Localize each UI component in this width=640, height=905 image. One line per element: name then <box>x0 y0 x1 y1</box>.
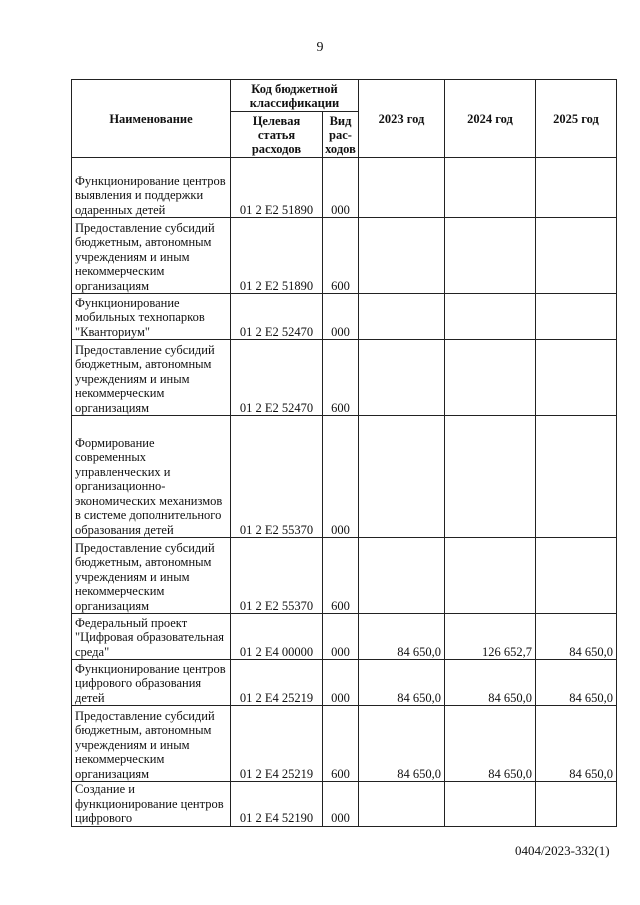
row-name: Федеральный проект "Цифровая образовательная среда" <box>72 614 231 660</box>
row-2024-value: 84 650,0 <box>445 706 536 782</box>
row-2023-value <box>359 218 445 294</box>
row-name: Функционирование центров цифрового образования детей <box>72 660 231 706</box>
page-number: 9 <box>316 40 324 55</box>
row-2025-value: 84 650,0 <box>536 706 617 782</box>
row-target-article: 01 2 Е2 55370 <box>231 416 323 538</box>
row-2024-value <box>445 158 536 218</box>
row-2024-value <box>445 340 536 416</box>
row-2024-value <box>445 538 536 614</box>
row-2024-value <box>445 416 536 538</box>
row-name: Предоставление субсидий бюджетным, автономным учреждениям и иным некоммерческим организациям <box>72 538 231 614</box>
row-expense-kind: 000 <box>323 294 359 340</box>
row-expense-kind: 000 <box>323 158 359 218</box>
row-name: Предоставление субсидий бюджетным, автономным учреждениям и иным некоммерческим организациям <box>72 706 231 782</box>
row-2025-value: 84 650,0 <box>536 614 617 660</box>
row-2023-value: 84 650,0 <box>359 706 445 782</box>
row-2024-value: 126 652,7 <box>445 614 536 660</box>
table-row <box>72 538 617 614</box>
table-row <box>72 660 617 706</box>
row-2024-value <box>445 294 536 340</box>
row-expense-kind: 000 <box>323 416 359 538</box>
row-name: Функционирование мобильных технопарков "Кванториум" <box>72 294 231 340</box>
row-name: Предоставление субсидий бюджетным, автономным учреждениям и иным некоммерческим организациям <box>72 218 231 294</box>
row-2023-value: 84 650,0 <box>359 660 445 706</box>
row-2024-value <box>445 782 536 827</box>
row-2023-value <box>359 538 445 614</box>
budget-table <box>71 79 617 827</box>
row-2023-value <box>359 294 445 340</box>
row-name: Функционирование центров выявления и поддержки одаренных детей <box>72 158 231 218</box>
row-expense-kind: 000 <box>323 614 359 660</box>
row-2024-value <box>445 218 536 294</box>
row-2025-value <box>536 294 617 340</box>
row-expense-kind: 600 <box>323 706 359 782</box>
row-expense-kind: 000 <box>323 782 359 827</box>
table-row <box>72 706 617 782</box>
row-target-article: 01 2 Е4 52190 <box>231 782 323 827</box>
row-target-article: 01 2 Е4 25219 <box>231 706 323 782</box>
document-code: 0404/2023-332(1) <box>515 843 610 858</box>
header-budget-code: Код бюджетной классификации <box>231 80 359 112</box>
row-2023-value <box>359 782 445 827</box>
header-2023: 2023 год <box>359 80 445 158</box>
row-expense-kind: 600 <box>323 538 359 614</box>
row-target-article: 01 2 Е2 51890 <box>231 158 323 218</box>
row-2023-value: 84 650,0 <box>359 614 445 660</box>
row-2025-value <box>536 538 617 614</box>
table-row <box>72 158 617 218</box>
row-2023-value <box>359 340 445 416</box>
row-expense-kind: 600 <box>323 218 359 294</box>
header-expense-kind: Вид рас- ходов <box>323 112 359 158</box>
header-name: Наименование <box>72 80 231 158</box>
row-2024-value: 84 650,0 <box>445 660 536 706</box>
row-target-article: 01 2 Е2 52470 <box>231 294 323 340</box>
row-name: Создание и функционирование центров цифрового <box>72 782 231 827</box>
row-expense-kind: 600 <box>323 340 359 416</box>
header-target-article: Целевая статья расходов <box>231 112 323 158</box>
row-target-article: 01 2 Е4 25219 <box>231 660 323 706</box>
row-2025-value <box>536 340 617 416</box>
header-2024: 2024 год <box>445 80 536 158</box>
table-row <box>72 614 617 660</box>
row-name: Формирование современных управленческих и организационно-экономических механизмов в системе дополнительного образования детей <box>72 416 231 538</box>
table-row <box>72 782 617 827</box>
header-2025: 2025 год <box>536 80 617 158</box>
row-target-article: 01 2 Е4 00000 <box>231 614 323 660</box>
table-row <box>72 416 617 538</box>
table-body <box>72 158 617 827</box>
row-2023-value <box>359 416 445 538</box>
table-row <box>72 340 617 416</box>
row-2025-value <box>536 218 617 294</box>
row-target-article: 01 2 Е2 52470 <box>231 340 323 416</box>
row-2025-value <box>536 158 617 218</box>
table-row <box>72 294 617 340</box>
table-row <box>72 218 617 294</box>
row-target-article: 01 2 Е2 55370 <box>231 538 323 614</box>
row-expense-kind: 000 <box>323 660 359 706</box>
row-2023-value <box>359 158 445 218</box>
row-target-article: 01 2 Е2 51890 <box>231 218 323 294</box>
row-2025-value <box>536 416 617 538</box>
row-2025-value <box>536 782 617 827</box>
row-2025-value: 84 650,0 <box>536 660 617 706</box>
row-name: Предоставление субсидий бюджетным, автономным учреждениям и иным некоммерческим организациям <box>72 340 231 416</box>
